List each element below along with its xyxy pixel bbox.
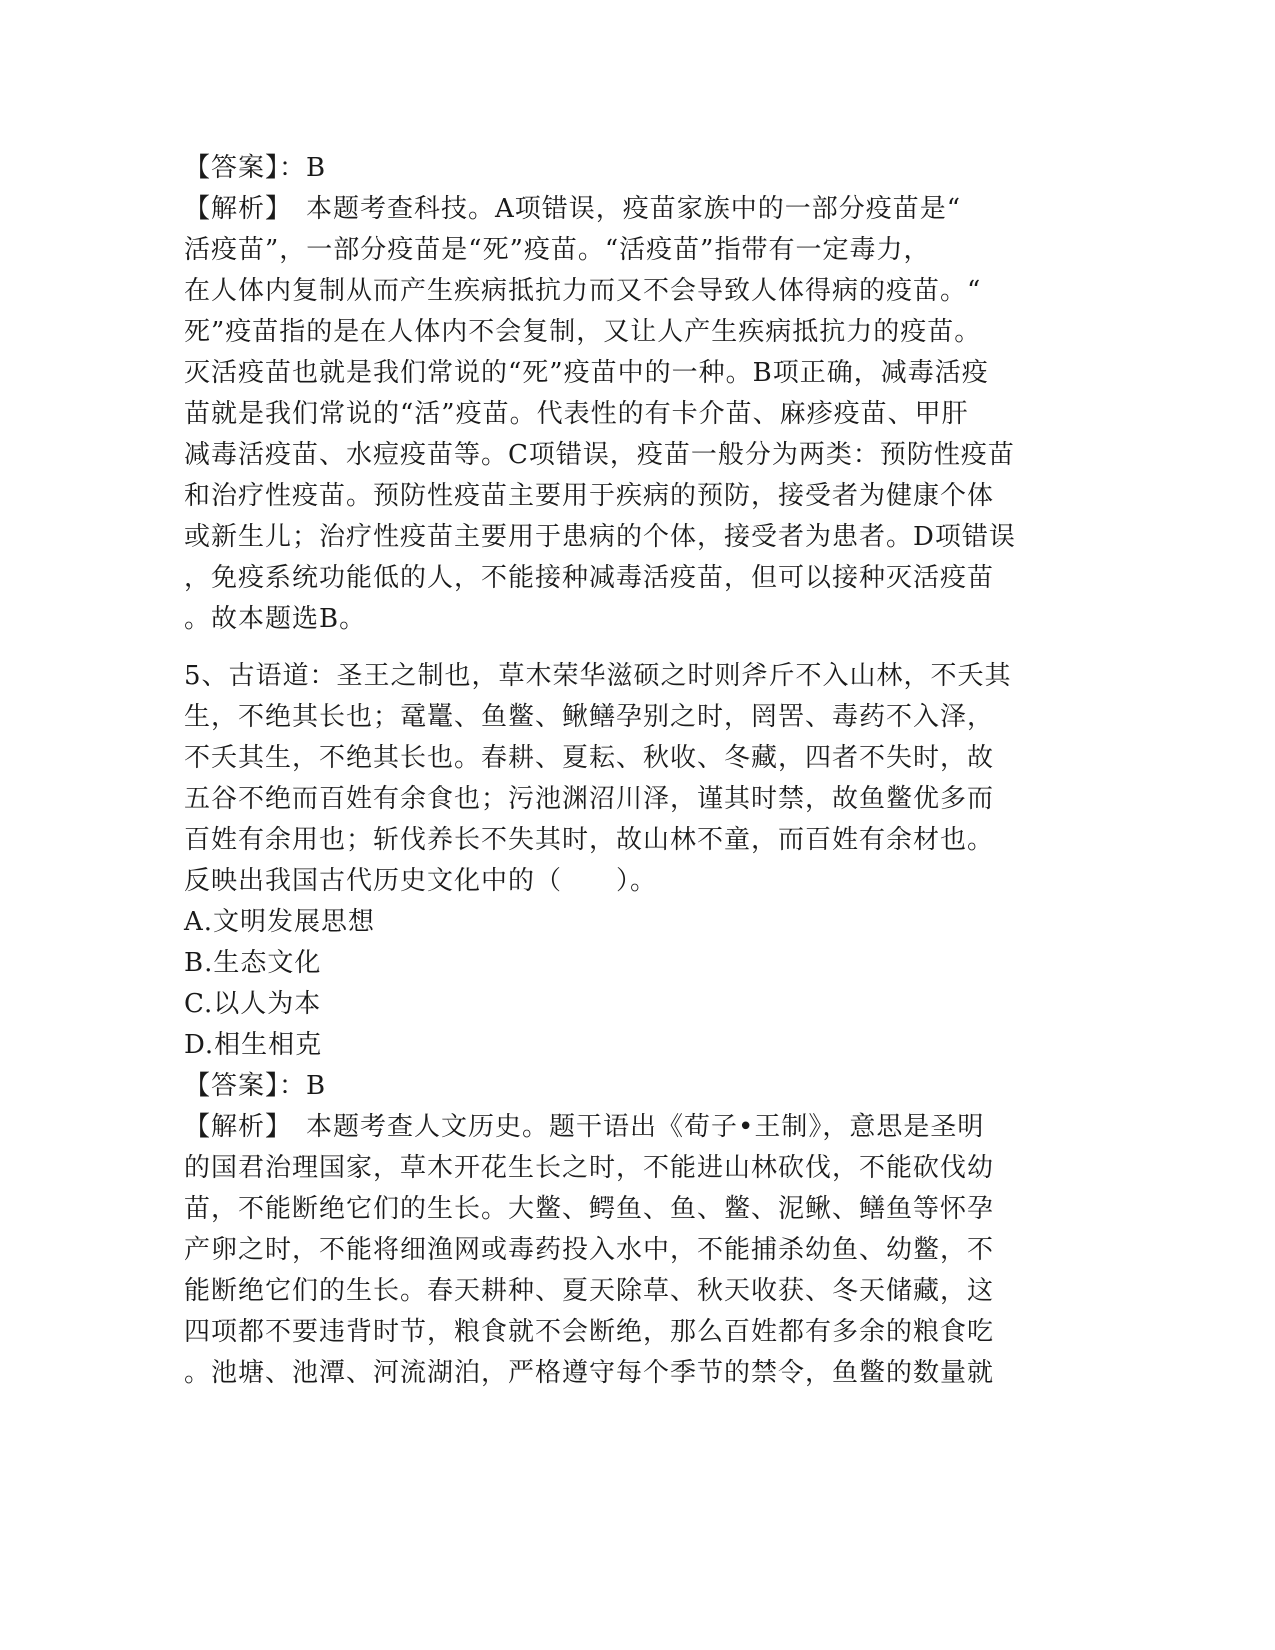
question-stem-line: 百姓有余用也；斩伐养长不失其时，故山林不童，而百姓有余材也。 — [184, 825, 995, 855]
answer-line: 【答案】：B — [184, 153, 327, 183]
question-stem-line: 五谷不绝而百姓有余食也；污池渊沼川泽，谨其时禁，故鱼鳖优多而 — [184, 784, 995, 814]
analysis-line: 减毒活疫苗、水痘疫苗等。C项错误，疫苗一般分为两类：预防性疫苗 — [184, 440, 1015, 470]
analysis-line: 在人体内复制从而产生疾病抵抗力而又不会导致人体得病的疫苗。“ — [184, 276, 982, 306]
analysis-line: 。故本题选B。 — [184, 604, 367, 634]
analysis-line: 和治疗性疫苗。预防性疫苗主要用于疾病的预防，接受者为健康个体 — [184, 481, 995, 511]
question-stem-line: 5、古语道：圣王之制也，草木荣华滋硕之时则斧斤不入山林，不夭其 — [184, 661, 1012, 691]
analysis-line: 的国君治理国家，草木开花生长之时，不能进山林砍伐，不能砍伐幼 — [184, 1153, 995, 1183]
option-c: C.以人为本 — [184, 989, 322, 1019]
analysis-line: 四项都不要违背时节，粮食就不会断绝，那么百姓都有多余的粮食吃 — [184, 1317, 995, 1347]
question-stem-line: 反映出我国古代历史文化中的（ ）。 — [184, 866, 658, 896]
option-a: A.文明发展思想 — [184, 907, 376, 937]
analysis-line: ，免疫系统功能低的人，不能接种减毒活疫苗，但可以接种灭活疫苗 — [184, 563, 995, 593]
analysis-line: 【解析】 本题考查科技。A项错误，疫苗家族中的一部分疫苗是“ — [184, 194, 962, 224]
analysis-line: 活疫苗”，一部分疫苗是“死”疫苗。“活疫苗”指带有一定毒力， — [184, 235, 931, 265]
analysis-line: 【解析】 本题考查人文历史。题干语出《荀子•王制》，意思是圣明 — [184, 1112, 985, 1142]
question-stem-line: 生，不绝其长也；鼋鼍、鱼鳖、鳅鳝孕别之时，罔罟、毒药不入泽， — [184, 702, 995, 732]
answer-line: 【答案】：B — [184, 1071, 327, 1101]
page-content — [184, 148, 1084, 1394]
option-b: B.生态文化 — [184, 948, 322, 978]
analysis-line: 能断绝它们的生长。春天耕种、夏天除草、秋天收获、冬天储藏，这 — [184, 1276, 995, 1306]
analysis-line: 。池塘、池潭、河流湖泊，严格遵守每个季节的禁令，鱼鳖的数量就 — [184, 1358, 995, 1388]
analysis-line: 产卵之时，不能将细渔网或毒药投入水中，不能捕杀幼鱼、幼鳖，不 — [184, 1235, 995, 1265]
analysis-line: 或新生儿；治疗性疫苗主要用于患病的个体，接受者为患者。D项错误 — [184, 522, 1016, 552]
analysis-line: 苗就是我们常说的“活”疫苗。代表性的有卡介苗、麻疹疫苗、甲肝 — [184, 399, 969, 429]
question-stem-line: 不夭其生，不绝其长也。春耕、夏耘、秋收、冬藏，四者不失时，故 — [184, 743, 995, 773]
analysis-line: 苗，不能断绝它们的生长。大鳖、鳄鱼、鱼、鳖、泥鳅、鳝鱼等怀孕 — [184, 1194, 995, 1224]
option-d: D.相生相克 — [184, 1030, 323, 1060]
analysis-line: 灭活疫苗也就是我们常说的“死”疫苗中的一种。B项正确，减毒活疫 — [184, 358, 989, 388]
analysis-line: 死”疫苗指的是在人体内不会复制，又让人产生疾病抵抗力的疫苗。 — [184, 317, 982, 347]
